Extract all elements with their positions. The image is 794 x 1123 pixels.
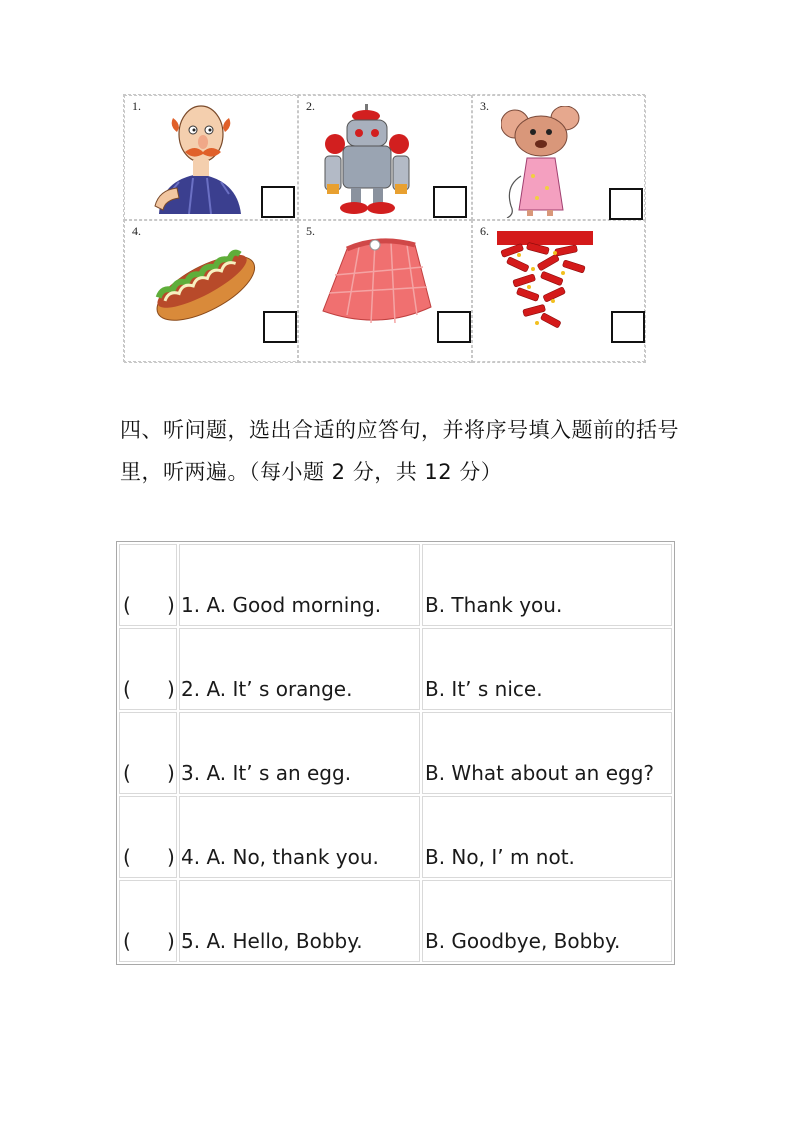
- picture-grid: [123, 94, 645, 362]
- option-a: 1. A. Good morning.: [179, 544, 420, 626]
- picture-number: 4.: [132, 224, 141, 238]
- answer-box[interactable]: [437, 311, 471, 343]
- option-a: 3. A. It’ s an egg.: [179, 712, 420, 794]
- option-b: B. It’ s nice.: [422, 628, 672, 710]
- table-row: [119, 544, 672, 626]
- option-b: B. Thank you.: [422, 544, 672, 626]
- answer-bracket[interactable]: ( ): [119, 544, 177, 626]
- section-heading-line-1: 四、听问题，选出合适的应答句，并将序号填入题前的括号: [120, 418, 679, 442]
- table-row: [119, 712, 672, 794]
- option-a: 5. A. Hello, Bobby.: [179, 880, 420, 962]
- option-b: B. Goodbye, Bobby.: [422, 880, 672, 962]
- option-a: 2. A. It’ s orange.: [179, 628, 420, 710]
- picture-cell-1: [124, 95, 298, 220]
- section-heading-line-2: 里，听两遍。（每小题 2 分，共 12 分）: [120, 460, 503, 484]
- answer-box[interactable]: [611, 311, 645, 343]
- firecrackers-icon: [493, 229, 597, 335]
- option-b: B. No, I’ m not.: [422, 796, 672, 878]
- bald-man-icon: [149, 102, 249, 214]
- picture-number: 6.: [480, 224, 489, 238]
- option-b: B. What about an egg?: [422, 712, 672, 794]
- picture-cell-3: [472, 95, 646, 220]
- answer-box[interactable]: [263, 311, 297, 343]
- picture-cell-4: [124, 220, 298, 363]
- table-row: [119, 880, 672, 962]
- answer-box[interactable]: [433, 186, 467, 218]
- picture-number: 3.: [480, 99, 489, 113]
- picture-number: 1.: [132, 99, 141, 113]
- robot-icon: [321, 104, 415, 216]
- answer-bracket[interactable]: ( ): [119, 712, 177, 794]
- question-table: [116, 541, 675, 965]
- picture-cell-6: [472, 220, 646, 363]
- table-row: [119, 628, 672, 710]
- answer-box[interactable]: [609, 188, 643, 220]
- option-a: 4. A. No, thank you.: [179, 796, 420, 878]
- answer-box[interactable]: [261, 186, 295, 218]
- mouse-icon: [501, 106, 591, 218]
- answer-bracket[interactable]: ( ): [119, 796, 177, 878]
- answer-bracket[interactable]: ( ): [119, 880, 177, 962]
- table-row: [119, 796, 672, 878]
- picture-number: 5.: [306, 224, 315, 238]
- answer-bracket[interactable]: ( ): [119, 628, 177, 710]
- skirt-icon: [319, 235, 435, 327]
- picture-cell-2: [298, 95, 472, 220]
- picture-number: 2.: [306, 99, 315, 113]
- hotdog-icon: [147, 237, 259, 329]
- picture-cell-5: [298, 220, 472, 363]
